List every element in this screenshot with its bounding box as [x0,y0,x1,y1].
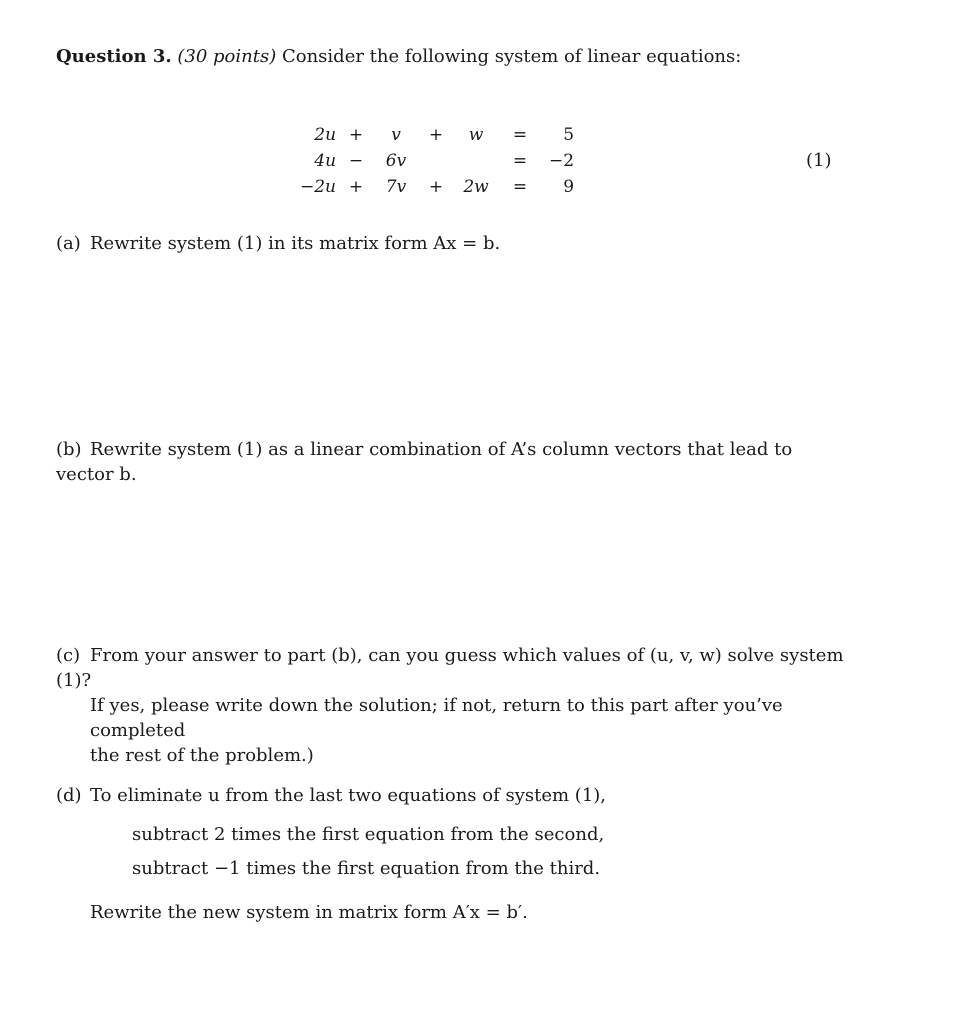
part-d-step-1: subtract 2 times the first equation from the second, [132,824,605,845]
term [456,148,496,174]
question-intro: Consider the following system of linear equations: [281,46,742,67]
rhs-value: −2 [548,151,575,171]
part-d-step-2: subtract −1 times the first equation from the third. [132,858,601,879]
term: v [391,125,401,145]
part-c-line-3: the rest of the problem.) [90,745,314,766]
operator [416,148,456,174]
term: 6v [385,151,407,171]
term: 2w [463,177,489,197]
part-d-closing: Rewrite the new system in matrix form A′x = b′. [90,902,528,923]
operator: + [428,177,444,197]
term: −2u [300,177,337,197]
part-b [56,437,846,487]
question-heading [56,46,741,67]
question-points: (30 points) [177,46,277,67]
equation-row [300,122,574,148]
term: 4u [314,151,337,171]
part-c-line-1: From your answer to part (b), can you guess which values of (u, v, w) solve system (1)? [56,645,844,691]
rhs-value: 9 [563,177,575,197]
term: 7v [385,177,407,197]
part-d-text: To eliminate u from the last two equations of system (1), [90,785,607,806]
part-c-label: (c) [56,645,81,666]
part-c-line-2: If yes, please write down the solution; if not, return to this part after you’ve completed [90,695,783,741]
part-d [56,783,846,808]
operator: + [348,125,364,145]
operator: + [348,177,364,197]
term: 2u [314,125,337,145]
question-title: Question 3. [56,46,172,67]
operator: + [428,125,444,145]
equals-sign: = [512,151,528,171]
part-b-text: Rewrite system (1) as a linear combination of A’s column vectors that lead to vector b. [56,439,793,485]
part-a-text: Rewrite system (1) in its matrix form Ax = b. [90,233,501,254]
part-b-label: (b) [56,439,82,460]
part-a [56,231,846,256]
term: w [468,125,484,145]
equals-sign: = [512,125,528,145]
equals-sign: = [512,177,528,197]
part-a-label: (a) [56,233,81,254]
equation-system [300,122,574,200]
rhs-value: 5 [563,125,575,145]
equation-number: (1) [806,150,832,171]
operator: − [348,151,364,171]
equation-row [300,174,574,200]
part-d-label: (d) [56,785,82,806]
part-c [56,643,846,768]
equation-row [300,148,574,174]
